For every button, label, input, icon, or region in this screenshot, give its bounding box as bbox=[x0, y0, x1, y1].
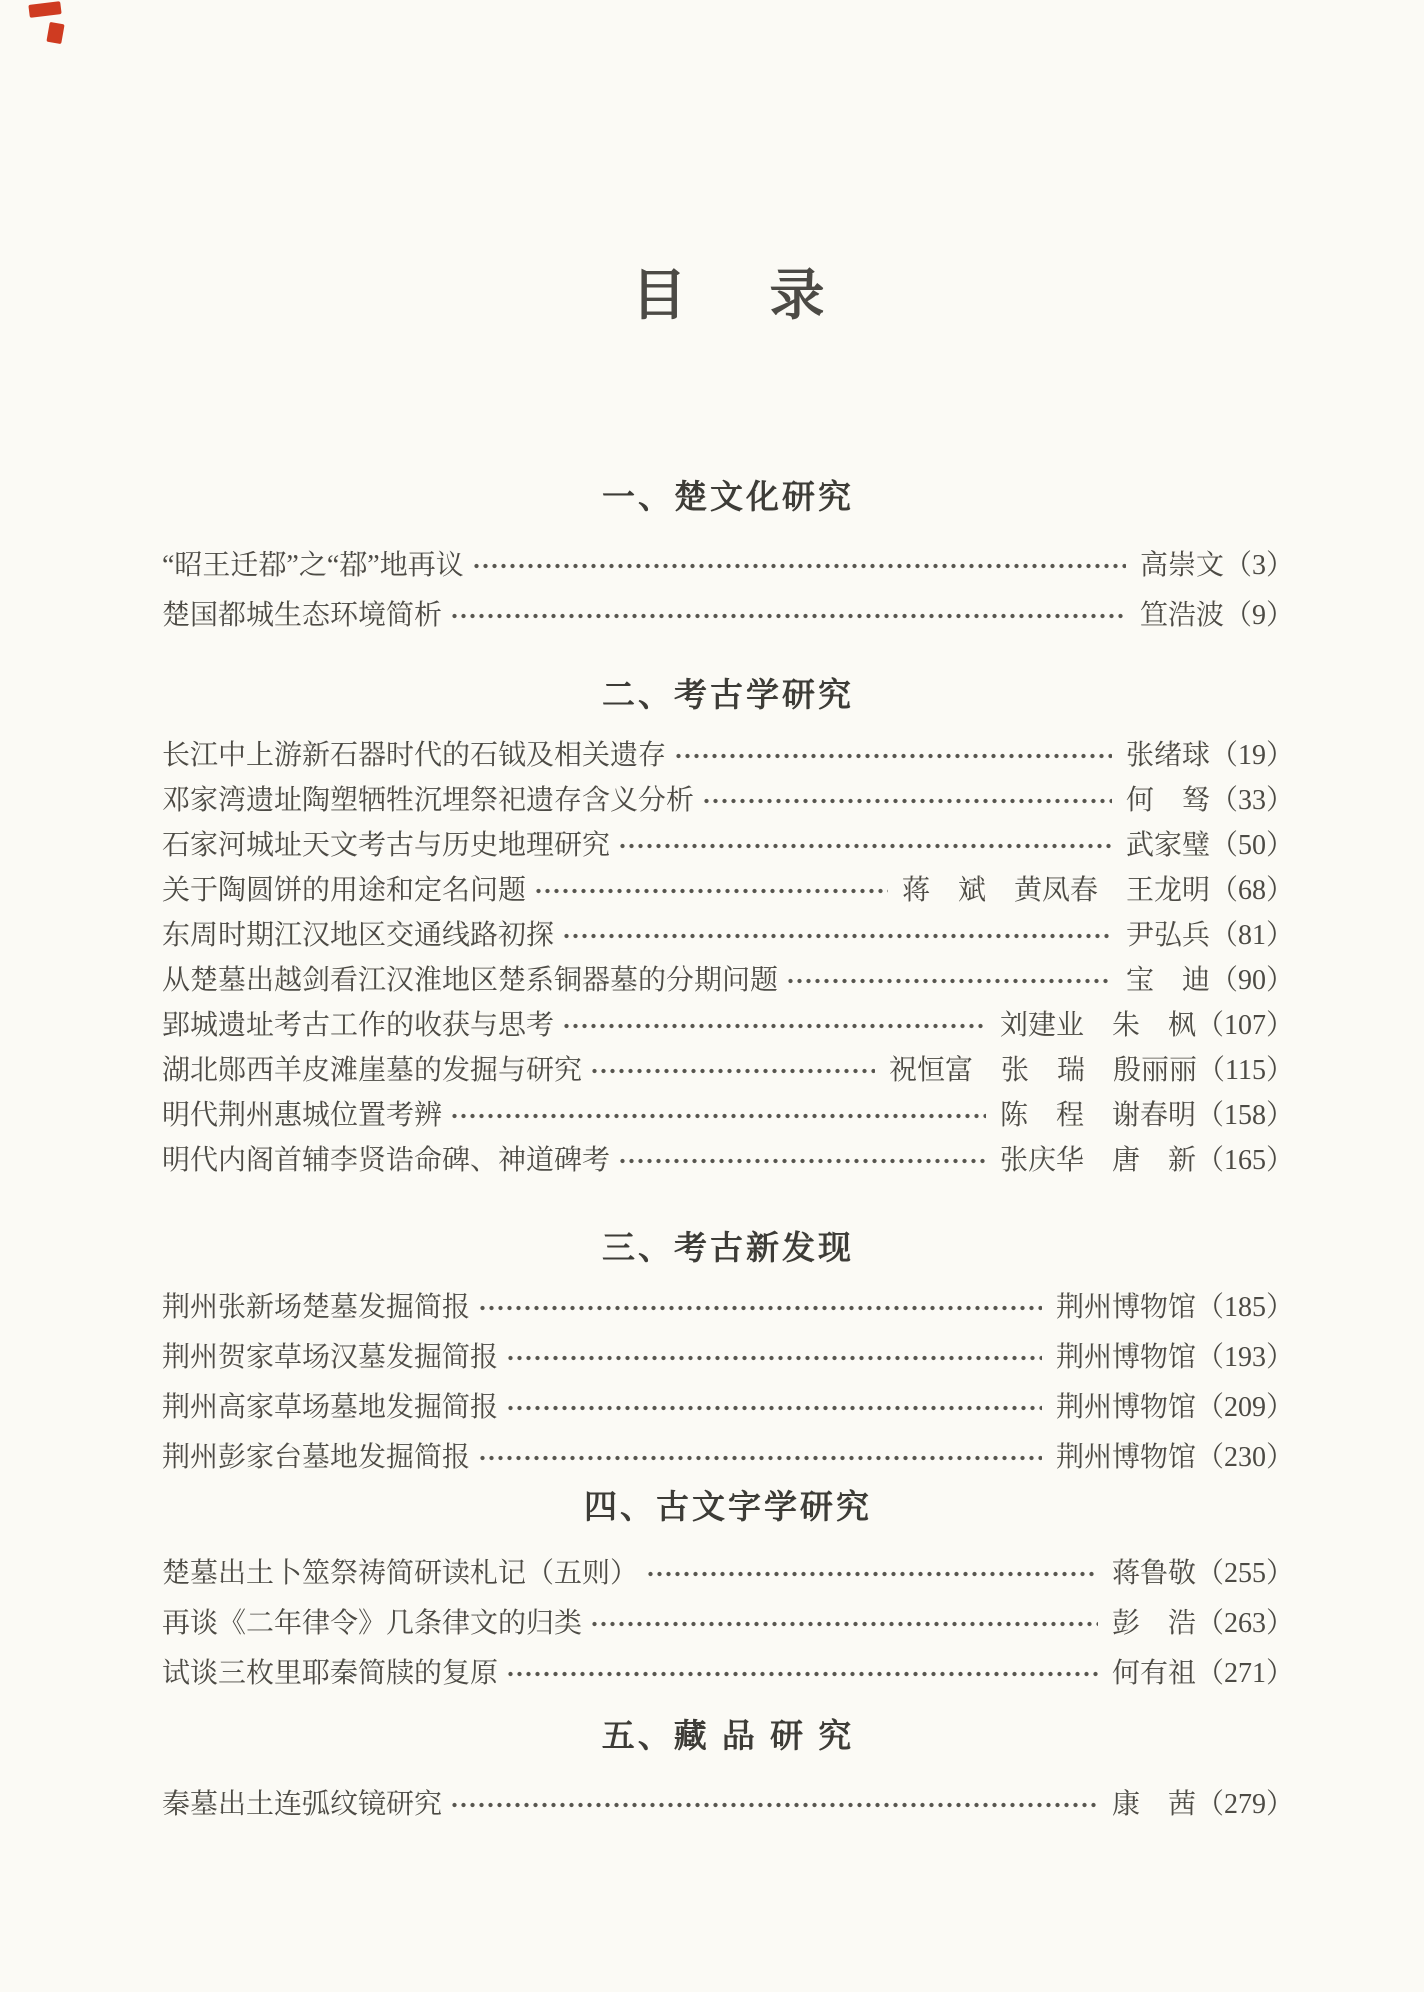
section-entries bbox=[162, 1526, 1294, 1689]
entry-title: 荆州高家草场墓地发掘简报 bbox=[162, 1392, 499, 1423]
section-entries bbox=[162, 516, 1294, 631]
toc-entry bbox=[162, 831, 1294, 861]
entry-title: 从楚墓出越剑看江汉淮地区楚系铜器墓的分期问题 bbox=[162, 965, 779, 996]
entry-authors: 武家璧 bbox=[1125, 830, 1210, 861]
entry-authors: 蒋鲁敬 bbox=[1111, 1558, 1196, 1589]
entry-page-number: （3） bbox=[1223, 550, 1294, 581]
toc-entry bbox=[162, 1293, 1294, 1323]
dot-leader bbox=[506, 1393, 1042, 1423]
entry-title: 关于陶圆饼的用途和定名问题 bbox=[162, 875, 527, 906]
entry-title: 湖北郧西羊皮滩崖墓的发掘与研究 bbox=[162, 1055, 583, 1086]
entry-title: 石家河城址天文考古与历史地理研究 bbox=[162, 830, 611, 861]
dot-leader bbox=[618, 1146, 986, 1176]
entry-title: 明代荆州惠城位置考辨 bbox=[162, 1100, 443, 1131]
toc-entry bbox=[162, 876, 1294, 906]
section-heading: 四、古文字学研究 bbox=[584, 1488, 872, 1525]
section-heading: 二、考古学研究 bbox=[602, 676, 854, 713]
dot-leader bbox=[646, 1559, 1098, 1589]
toc-entry bbox=[162, 1790, 1294, 1820]
toc-entry bbox=[162, 1056, 1294, 1086]
entry-title: 长江中上游新石器时代的石钺及相关遗存 bbox=[162, 740, 667, 771]
entry-page-number: （263） bbox=[1195, 1608, 1294, 1639]
toc-entry bbox=[162, 1146, 1294, 1176]
dot-leader bbox=[478, 1293, 1042, 1323]
entry-authors: 荆州博物馆 bbox=[1055, 1342, 1196, 1373]
entry-authors: 笪浩波 bbox=[1139, 600, 1224, 631]
section-entries bbox=[162, 1267, 1294, 1473]
section-heading: 五、藏 品 研 究 bbox=[601, 1717, 855, 1754]
entry-authors: 张庆华 唐 新 bbox=[999, 1145, 1196, 1176]
entry-authors: 荆州博物馆 bbox=[1055, 1442, 1196, 1473]
entry-page-number: （279） bbox=[1195, 1789, 1294, 1820]
entry-title: 荆州张新场楚墓发掘简报 bbox=[162, 1292, 471, 1323]
dot-leader bbox=[478, 1443, 1042, 1473]
entry-authors: 高崇文 bbox=[1139, 550, 1224, 581]
entry-title: 东周时期江汉地区交通线路初探 bbox=[162, 920, 555, 951]
dot-leader bbox=[562, 1011, 986, 1041]
entry-page-number: （19） bbox=[1209, 740, 1294, 771]
entry-authors: 宝 迪 bbox=[1125, 965, 1210, 996]
entry-authors: 何有祖 bbox=[1111, 1658, 1196, 1689]
entry-authors: 尹弘兵 bbox=[1125, 920, 1210, 951]
dot-leader bbox=[534, 876, 888, 906]
section-heading: 三、考古新发现 bbox=[602, 1229, 854, 1266]
entry-page-number: （165） bbox=[1195, 1145, 1294, 1176]
toc-entry bbox=[162, 1609, 1294, 1639]
entry-authors: 康 茜 bbox=[1111, 1789, 1196, 1820]
section-new-discoveries bbox=[162, 1229, 1294, 1473]
red-ink-artifact bbox=[28, 1, 61, 18]
toc-entry bbox=[162, 1443, 1294, 1473]
entry-authors: 刘建业 朱 枫 bbox=[999, 1010, 1196, 1041]
entry-page-number: （271） bbox=[1195, 1658, 1294, 1689]
dot-leader bbox=[450, 601, 1126, 631]
entry-page-number: （193） bbox=[1195, 1342, 1294, 1373]
entry-title: 荆州彭家台墓地发掘简报 bbox=[162, 1442, 471, 1473]
entry-authors: 荆州博物馆 bbox=[1055, 1292, 1196, 1323]
toc-entry bbox=[162, 1659, 1294, 1689]
dot-leader bbox=[506, 1343, 1042, 1373]
entry-authors: 陈 程 谢春明 bbox=[999, 1100, 1196, 1131]
toc-entry bbox=[162, 741, 1294, 771]
entry-page-number: （209） bbox=[1195, 1392, 1294, 1423]
toc-entry bbox=[162, 601, 1294, 631]
section-archaeology-research bbox=[162, 676, 1294, 1176]
dot-leader bbox=[472, 551, 1126, 581]
entry-title: “昭王迁鄀”之“鄀”地再议 bbox=[162, 550, 464, 581]
dot-leader bbox=[674, 741, 1112, 771]
toc-entry bbox=[162, 966, 1294, 996]
dot-leader bbox=[618, 831, 1112, 861]
section-collection-research bbox=[162, 1717, 1294, 1820]
entry-page-number: （115） bbox=[1197, 1055, 1294, 1086]
entry-title: 明代内阁首辅李贤诰命碑、神道碑考 bbox=[162, 1145, 611, 1176]
toc-entry bbox=[162, 921, 1294, 951]
dot-leader bbox=[786, 966, 1112, 996]
dot-leader bbox=[450, 1101, 986, 1131]
toc-entry bbox=[162, 1393, 1294, 1423]
dot-leader bbox=[562, 921, 1112, 951]
entry-page-number: （158） bbox=[1195, 1100, 1294, 1131]
entry-authors: 彭 浩 bbox=[1111, 1608, 1196, 1639]
red-ink-artifact bbox=[46, 22, 64, 44]
section-entries bbox=[162, 1755, 1294, 1820]
entry-page-number: （68） bbox=[1209, 875, 1294, 906]
entry-page-number: （50） bbox=[1209, 830, 1294, 861]
entry-page-number: （107） bbox=[1195, 1010, 1294, 1041]
dot-leader bbox=[702, 786, 1112, 816]
entry-page-number: （255） bbox=[1195, 1558, 1294, 1589]
toc-entry bbox=[162, 551, 1294, 581]
toc-page-content bbox=[162, 0, 1294, 1820]
entry-authors: 荆州博物馆 bbox=[1055, 1392, 1196, 1423]
dot-leader bbox=[590, 1609, 1098, 1639]
entry-page-number: （90） bbox=[1209, 965, 1294, 996]
entry-title: 再谈《二年律令》几条律文的归类 bbox=[162, 1608, 583, 1639]
dot-leader bbox=[450, 1790, 1098, 1820]
entry-authors: 祝恒富 张 瑞 殷丽丽 bbox=[889, 1055, 1198, 1086]
entry-title: 楚墓出土卜筮祭祷简研读札记（五则） bbox=[162, 1558, 639, 1589]
entry-title: 楚国都城生态环境简析 bbox=[162, 600, 443, 631]
entry-page-number: （81） bbox=[1209, 920, 1294, 951]
toc-entry bbox=[162, 1101, 1294, 1131]
section-paleography-research bbox=[162, 1488, 1294, 1689]
entry-title: 荆州贺家草场汉墓发掘简报 bbox=[162, 1342, 499, 1373]
entry-page-number: （230） bbox=[1195, 1442, 1294, 1473]
entry-title: 邓家湾遗址陶塑牺牲沉埋祭祀遗存含义分析 bbox=[162, 785, 695, 816]
entry-authors: 蒋 斌 黄凤春 王龙明 bbox=[901, 875, 1210, 906]
toc-entry bbox=[162, 1343, 1294, 1373]
entry-title: 试谈三枚里耶秦简牍的复原 bbox=[162, 1658, 499, 1689]
entry-authors: 张绪球 bbox=[1125, 740, 1210, 771]
section-entries bbox=[162, 714, 1294, 1176]
entry-page-number: （9） bbox=[1223, 600, 1294, 631]
entry-title: 秦墓出土连弧纹镜研究 bbox=[162, 1789, 443, 1820]
dot-leader bbox=[590, 1056, 875, 1086]
entry-page-number: （33） bbox=[1209, 785, 1294, 816]
toc-entry bbox=[162, 786, 1294, 816]
entry-page-number: （185） bbox=[1195, 1292, 1294, 1323]
toc-entry bbox=[162, 1559, 1294, 1589]
toc-entry bbox=[162, 1011, 1294, 1041]
section-chu-culture-research bbox=[162, 478, 1294, 631]
dot-leader bbox=[506, 1659, 1098, 1689]
entry-title: 郢城遗址考古工作的收获与思考 bbox=[162, 1010, 555, 1041]
section-heading: 一、楚文化研究 bbox=[602, 478, 854, 515]
page-title: 目 录 bbox=[631, 265, 839, 326]
entry-authors: 何 驽 bbox=[1125, 785, 1210, 816]
